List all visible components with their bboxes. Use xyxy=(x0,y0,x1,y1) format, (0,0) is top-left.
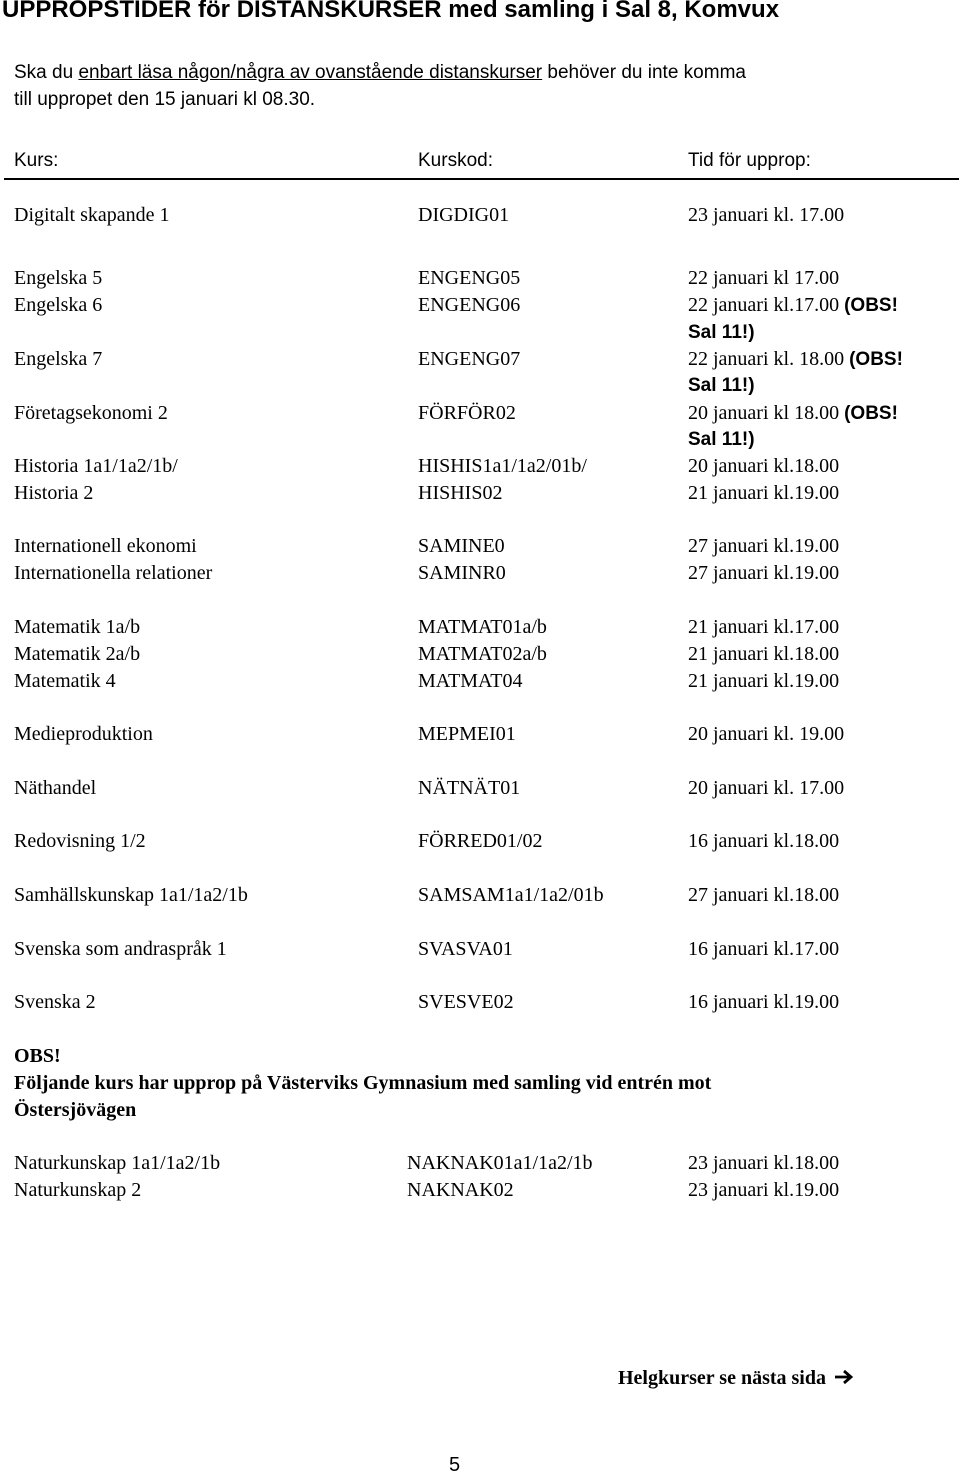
course-name: Företagsekonomi 2 xyxy=(14,402,168,424)
course-time: 22 januari kl 17.00 xyxy=(688,267,840,289)
course-time: 16 januari kl.18.00 xyxy=(688,830,840,852)
course-name: Historia 2 xyxy=(14,482,94,504)
obs-room-note: Sal 11!) xyxy=(688,429,755,450)
course-time xyxy=(688,402,898,425)
course-time: 16 januari kl.19.00 xyxy=(688,991,840,1013)
course-time: 20 januari kl.18.00 xyxy=(688,455,840,477)
course-name: Internationell ekonomi xyxy=(14,535,197,557)
course-time: 23 januari kl.18.00 xyxy=(688,1152,840,1174)
course-code: ENGENG06 xyxy=(418,294,521,316)
course-code: MATMAT02a/b xyxy=(418,643,547,665)
course-code: SVASVA01 xyxy=(418,938,513,960)
course-code: SAMINE0 xyxy=(418,535,505,557)
arrow-right-icon xyxy=(834,1368,854,1391)
course-code: SAMINR0 xyxy=(418,562,506,584)
course-name: Naturkunskap 2 xyxy=(14,1179,142,1201)
obs-line-2: Östersjövägen xyxy=(14,1099,137,1121)
page-number: 5 xyxy=(449,1454,461,1476)
course-name: Engelska 5 xyxy=(14,267,103,289)
page-title: UPPROPSTIDER för DISTANSKURSER med samling i Sal 8, Komvux xyxy=(2,0,780,23)
intro-line-2: till uppropet den 15 januari kl 08.30. xyxy=(14,89,316,110)
course-time: 27 januari kl.19.00 xyxy=(688,535,840,557)
course-code: NAKNAK01a1/1a2/1b xyxy=(407,1152,593,1174)
course-code: NÄTNÄT01 xyxy=(418,777,521,799)
obs-room-note: Sal 11!) xyxy=(688,375,755,396)
course-time: 27 januari kl.18.00 xyxy=(688,884,840,906)
course-code: ENGENG07 xyxy=(418,348,521,370)
course-time: 21 januari kl.17.00 xyxy=(688,616,840,638)
course-code: NAKNAK02 xyxy=(407,1179,514,1201)
course-name: Matematik 2a/b xyxy=(14,643,141,665)
course-name: Näthandel xyxy=(14,777,97,799)
course-time-value: 22 januari kl.17.00 xyxy=(688,294,840,316)
course-time: 21 januari kl.18.00 xyxy=(688,643,840,665)
next-page-text: Helgkurser se nästa sida xyxy=(618,1367,826,1389)
course-name: Engelska 7 xyxy=(14,348,103,370)
course-time: 23 januari kl.19.00 xyxy=(688,1179,840,1201)
course-name: Samhällskunskap 1a1/1a2/1b xyxy=(14,884,248,906)
course-code: SVESVE02 xyxy=(418,991,514,1013)
course-time: 21 januari kl.19.00 xyxy=(688,670,840,692)
course-code: DIGDIG01 xyxy=(418,204,510,226)
obs-note: (OBS! xyxy=(844,403,898,424)
course-time: 16 januari kl.17.00 xyxy=(688,938,840,960)
course-name: Svenska 2 xyxy=(14,991,96,1013)
course-time-value: 22 januari kl. 18.00 xyxy=(688,348,845,370)
course-code: ENGENG05 xyxy=(418,267,521,289)
course-name: Digitalt skapande 1 xyxy=(14,204,170,226)
course-time xyxy=(688,348,903,371)
course-code: FÖRRED01/02 xyxy=(418,830,543,852)
obs-note: (OBS! xyxy=(849,349,903,370)
obs-room-note: Sal 11!) xyxy=(688,322,755,343)
course-code: MATMAT01a/b xyxy=(418,616,547,638)
course-time: 21 januari kl.19.00 xyxy=(688,482,840,504)
next-page-note xyxy=(618,1367,854,1391)
header-course: Kurs: xyxy=(14,150,59,171)
course-code: FÖRFÖR02 xyxy=(418,402,516,424)
course-code: MATMAT04 xyxy=(418,670,523,692)
course-time-value: 20 januari kl 18.00 xyxy=(688,402,840,424)
course-time xyxy=(688,294,898,317)
obs-line-1: Följande kurs har upprop på Västerviks Gymnasium med samling vid entrén mot xyxy=(14,1072,712,1094)
course-time: 27 januari kl.19.00 xyxy=(688,562,840,584)
course-code: SAMSAM1a1/1a2/01b xyxy=(418,884,604,906)
course-time: 20 januari kl. 17.00 xyxy=(688,777,845,799)
course-name: Medieproduktion xyxy=(14,723,153,745)
intro-underlined-text: enbart läsa någon/några av ovanstående distanskurser xyxy=(78,62,543,83)
course-code: HISHIS02 xyxy=(418,482,503,504)
course-time: 20 januari kl. 19.00 xyxy=(688,723,845,745)
obs-note: (OBS! xyxy=(844,295,898,316)
course-name: Historia 1a1/1a2/1b/ xyxy=(14,455,178,477)
course-code: MEPMEI01 xyxy=(418,723,516,745)
course-name: Engelska 6 xyxy=(14,294,103,316)
header-code: Kurskod: xyxy=(418,150,493,171)
header-divider xyxy=(4,178,959,180)
course-time: 23 januari kl. 17.00 xyxy=(688,204,845,226)
course-name: Naturkunskap 1a1/1a2/1b xyxy=(14,1152,221,1174)
course-name: Matematik 1a/b xyxy=(14,616,141,638)
course-code: HISHIS1a1/1a2/01b/ xyxy=(418,455,587,477)
course-name: Internationella relationer xyxy=(14,562,213,584)
obs-label: OBS! xyxy=(14,1045,61,1067)
course-name: Matematik 4 xyxy=(14,670,116,692)
intro-text-before: Ska du xyxy=(14,62,79,83)
intro-text-after: behöver du inte komma xyxy=(542,62,746,83)
intro-line-1 xyxy=(14,62,746,84)
course-name: Svenska som andraspråk 1 xyxy=(14,938,227,960)
course-name: Redovisning 1/2 xyxy=(14,830,146,852)
header-time: Tid för upprop: xyxy=(688,150,811,171)
